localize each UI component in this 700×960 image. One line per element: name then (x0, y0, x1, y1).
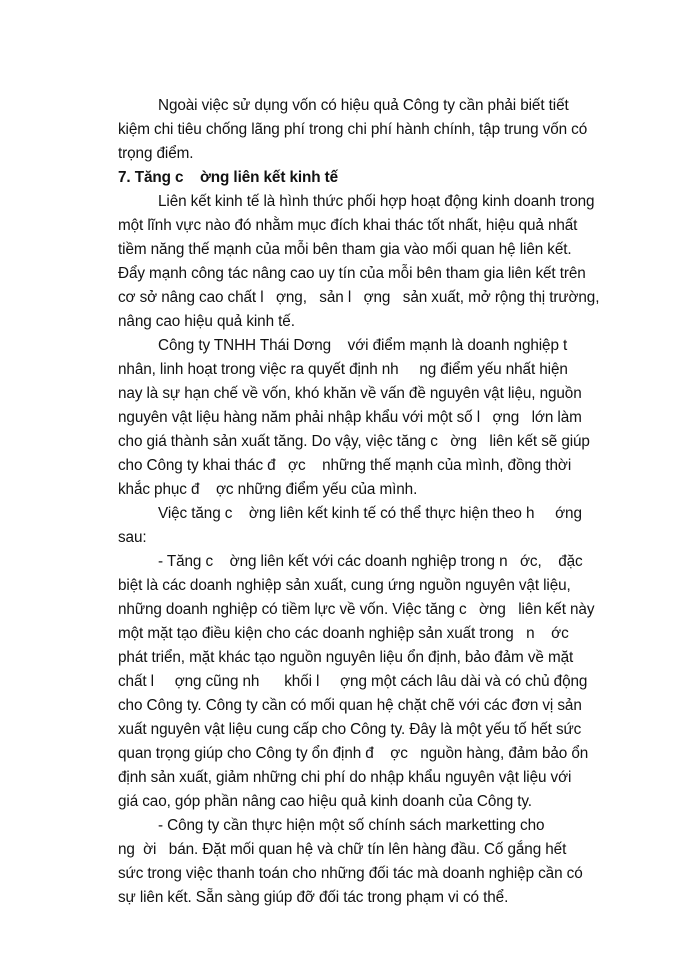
paragraph-6-line-3: sức trong việc thanh toán cho những đối tác mà doanh nghiệp cần có (118, 865, 583, 882)
paragraph-6-line-4: sự liên kết. Sẵn sàng giúp đỡ đối tác trong phạm vi có thể. (118, 889, 509, 906)
paragraph-1-line-1: Ngoài việc sử dụng vốn có hiệu quả Công ty cần phải biết tiết (158, 97, 569, 114)
paragraph-5-line-5: phát triển, mặt khác tạo nguồn nguyên liệu ổn định, bảo đảm về mặt (118, 649, 574, 666)
paragraph-5-line-3: những doanh nghiệp có tiềm lực về vốn. Việc tăng c ờng liên kết này (118, 601, 595, 618)
paragraph-3-line-7: khắc phục đ ợc những điểm yếu của mình. (118, 481, 418, 498)
paragraph-2-line-6: nâng cao hiệu quả kinh tế. (118, 313, 295, 330)
paragraph-3-line-6: cho Công ty khai thác đ ợc những thế mạnh của mình, đồng thời (118, 457, 572, 474)
paragraph-5-line-1: - Tăng c ờng liên kết với các doanh nghiệp trong n ớc, đặc (158, 553, 583, 570)
paragraph-6-line-1: - Công ty cần thực hiện một số chính sách marketting cho (158, 817, 545, 834)
paragraph-2-line-3: tiềm năng thế mạnh của mỗi bên tham gia vào mối quan hệ liên kết. (118, 241, 572, 258)
paragraph-5-line-11: giá cao, góp phần nâng cao hiệu quả kinh doanh của Công ty. (118, 793, 532, 810)
paragraph-5-line-6: chất l ợng cũng nh khối l ợng một cách lâu dài và có chủ động (118, 673, 588, 690)
paragraph-2-line-4: Đẩy mạnh công tác nâng cao uy tín của mỗi bên tham gia liên kết trên (118, 265, 586, 282)
paragraph-5-line-8: xuất nguyên vật liệu cung cấp cho Công ty. Đây là một yếu tố hết sức (118, 721, 582, 738)
paragraph-5-line-2: biệt là các doanh nghiệp sản xuất, cung ứng nguồn nguyên vật liệu, (118, 577, 571, 594)
paragraph-5-line-9: quan trọng giúp cho Công ty ổn định đ ợc nguồn hàng, đảm bảo ổn (118, 745, 589, 762)
paragraph-4-line-1: Việc tăng c ờng liên kết kinh tế có thể thực hiện theo h ớng (158, 505, 582, 522)
paragraph-2-line-5: cơ sở nâng cao chất l ợng, sản l ợng sản xuất, mở rộng thị trường, (118, 289, 600, 306)
paragraph-5-line-7: cho Công ty. Công ty cần có mối quan hệ chặt chẽ với các đơn vị sản (118, 697, 582, 714)
paragraph-3-line-5: cho giá thành sản xuất tăng. Do vậy, việc tăng c ờng liên kết sẽ giúp (118, 433, 590, 450)
paragraph-4-line-2: sau: (118, 529, 147, 546)
paragraph-3-line-4: nguyên vật liệu hàng năm phải nhập khẩu với một số l ợng lớn làm (118, 409, 582, 426)
paragraph-3-line-2: nhân, linh hoạt trong việc ra quyết định nh ng điểm yếu nhất hiện (118, 361, 568, 378)
paragraph-1-line-2: kiệm chi tiêu chống lãng phí trong chi phí hành chính, tập trung vốn có (118, 121, 588, 138)
paragraph-3-line-1: Công ty TNHH Thái Dơng với điểm mạnh là doanh nghiệp t (158, 337, 568, 354)
paragraph-2-line-1: Liên kết kinh tế là hình thức phối hợp hoạt động kinh doanh trong (158, 193, 595, 210)
paragraph-6-line-2: ng ời bán. Đặt mối quan hệ và chữ tín lên hàng đầu. Cố gắng hết (118, 841, 567, 858)
section-heading: 7. Tăng c ờng liên kết kinh tế (118, 169, 339, 186)
paragraph-1-line-3: trọng điểm. (118, 145, 194, 162)
paragraph-3-line-3: nay là sự hạn chế về vốn, khó khăn về vấn đề nguyên vật liệu, nguồn (118, 385, 582, 402)
paragraph-5-line-10: định sản xuất, giảm những chi phí do nhập khẩu nguyên vật liệu với (118, 769, 572, 786)
paragraph-5-line-4: một mặt tạo điều kiện cho các doanh nghiệp sản xuất trong n ớc (118, 625, 569, 642)
paragraph-2-line-2: một lĩnh vực nào đó nhằm mục đích khai thác tốt nhất, hiệu quả nhất (118, 217, 578, 234)
